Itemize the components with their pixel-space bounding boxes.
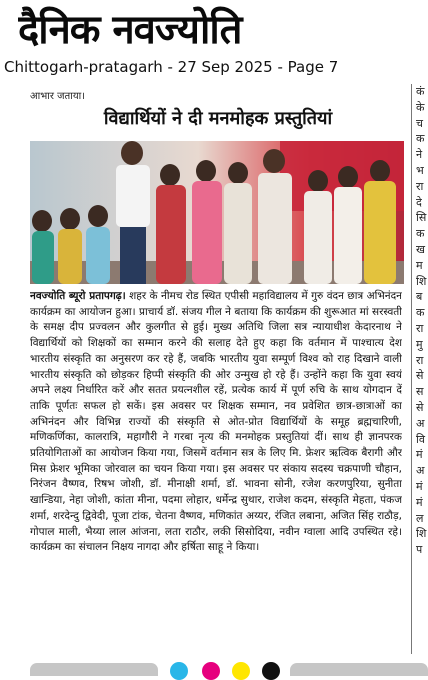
side-column-glyph: क bbox=[416, 227, 425, 241]
adjacent-column-fragment bbox=[416, 84, 428, 654]
side-column-glyph: भ bbox=[416, 163, 424, 177]
scanner-edge-left bbox=[30, 663, 158, 676]
side-column-glyph: वि bbox=[416, 432, 425, 446]
column-divider bbox=[411, 84, 412, 654]
side-column-glyph: अ bbox=[416, 416, 425, 430]
side-column-glyph: मं bbox=[416, 479, 423, 493]
side-column-glyph: ल bbox=[416, 511, 424, 525]
side-column-glyph: ने bbox=[416, 148, 423, 162]
black-registration-mark bbox=[262, 662, 280, 680]
previous-article-tail: आभार जताया। bbox=[30, 91, 85, 102]
side-column-glyph: मु bbox=[416, 337, 423, 351]
article-body-text: शहर के नीमच रोड स्थित एपीसी महाविद्यालय में गुरु वंदन छात्र अभिनंदन कार्यक्रम का आयोजन हुआ। प्राचार्य डॉ. संजय गील ने बताया कि कार्यक्रम की शुरूआत मां सरस्वती के समक्ष दीप प्रज्वलन और कुलगीत से हुई। मुख्य अतिथि जिला सत्र न्यायाधीश केदारनाथ ने विद्यार्थियों को शिक्षकों का सम्मान करने की सलाह देते हुए कहा कि वर्तमान में पाश्चात्य देश भारतीय संस्कृति का अनुसरण कर रहे हैं, जबकि भारतीय युवा सम्पूर्ण विश्व को राह दिखाने वाली भारतीय संस्कृति को छोड़कर हिप्पी संस्कृति की ओर उन्मुख हो रहे हैं। उन्होंने कहा कि युवा स्वयं अपने लक्ष्य निर्धारित करें और सतत प्रयत्नशील रहें, प्रत्येक कार्य में पूर्ण रुचि के साथ योगदान दें ताकि पूर्णतः सफल हो सकें। इस अवसर पर शिक्षक सम्मान, नव प्रवेशित छात्र-छात्राओं का अभिनंदन और विभिन्न राज्यों की संस्कृति से ओत-प्रोत विद्यार्थियों के समूह ब्रह्मचारिणी, मणिकर्णिका, कालरात्रि, महागौरी ने गरबा नृत्य की मनमोहक प्रस्तुतियां दीं। साथ ही ज्ञानपरक प्रतियोगिताओं का आयोजन किया गया, जिसमें वर्तमान सत्र के लिए मि. फ्रेशर ऋत्विक बैरागी और मिस फ्रेशर भूमिका जोरवाल का चयन किया गया। इस अवसर पर संकाय सदस्य चक्रपाणी चौहान, निरंजन वैष्णव, रिषभ जोशी, डॉ. मीनाक्षी शर्मा, डॉ. भावना सोनी, रजेश करणपुरिया, सुनीता खान्डिया, नेहा जोशी, कांता मीना, पदमा लोहार, धर्मेन्द्र सुथार, राजेश कदम, संस्कृति मेहता, पंकज शर्मा, शरदेन्दु द्विवेदी, पूजा टांक, चेतना वैष्णव, मणिकांत अय्यर, रंजित लबाना, अजित सिंह राठौड़, गोपाल माली, भैय्या लाल आंजना, लता राठौर, लकी सिसोदिया, नवीन ग्वाला आदि उपस्थित रहे। कार्यक्रम का संचालन निक्षय नागदा और हर्षिता साहू ने किया। bbox=[30, 290, 402, 554]
side-column-glyph: क bbox=[416, 132, 425, 146]
side-column-glyph: से bbox=[416, 400, 424, 414]
article-body bbox=[30, 289, 402, 651]
side-column-glyph: स bbox=[416, 385, 424, 399]
magenta-registration-mark bbox=[202, 662, 220, 680]
side-column-glyph: कं bbox=[416, 85, 425, 98]
side-column-glyph: क bbox=[416, 306, 425, 320]
side-column-glyph: ब bbox=[416, 290, 423, 304]
newspaper-masthead: दैनिक नवज्योति bbox=[18, 6, 242, 53]
side-column-glyph: रा bbox=[416, 179, 424, 193]
side-column-glyph: मं bbox=[416, 448, 423, 462]
side-column-glyph: से bbox=[416, 369, 424, 383]
side-column-glyph: शि bbox=[416, 274, 427, 288]
article-headline: विद्यार्थियों ने दी मनमोहक प्रस्तुतियां bbox=[103, 108, 333, 129]
yellow-registration-mark bbox=[232, 662, 250, 680]
event-photo-illustration bbox=[30, 141, 404, 284]
side-column-glyph: रा bbox=[416, 353, 424, 367]
cyan-registration-mark bbox=[170, 662, 188, 680]
edition-dateline: Chittogarh-pratagarh - 27 Sep 2025 - Page 7 bbox=[4, 58, 339, 76]
side-column-glyph: अ bbox=[416, 464, 425, 478]
side-column-glyph: च bbox=[416, 116, 423, 130]
side-column-glyph: दे bbox=[416, 195, 422, 209]
side-column-glyph: प bbox=[416, 543, 423, 557]
print-registration-strip bbox=[0, 660, 428, 676]
side-column-glyph: सि bbox=[416, 211, 427, 225]
side-column-glyph: शि bbox=[416, 527, 427, 541]
side-column-glyph: म bbox=[416, 258, 423, 272]
side-column-glyph: रा bbox=[416, 321, 424, 335]
side-column-glyph: मं bbox=[416, 495, 423, 509]
article-photo bbox=[30, 141, 404, 284]
article-byline: नवज्योति ब्यूरो प्रतापगढ़। bbox=[30, 290, 126, 302]
scanner-edge-right bbox=[290, 663, 428, 676]
side-column-glyph: के bbox=[416, 100, 425, 114]
side-column-glyph: ख bbox=[416, 242, 425, 256]
